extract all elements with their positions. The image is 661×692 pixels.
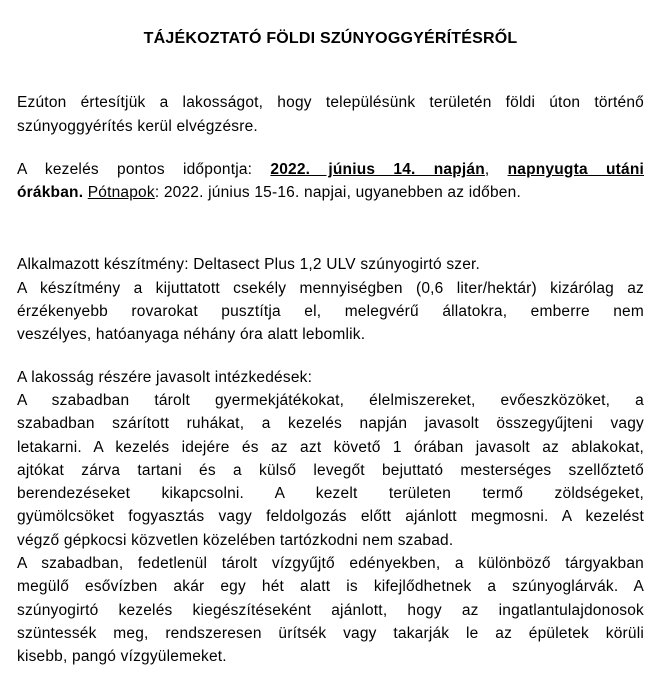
text-line: ajtókat zárva tartani és a külső levegőt bejuttató mesterséges szellőztető <box>17 461 644 479</box>
text-line: Ezúton értesítjük a lakosságot, hogy településünk területén földi úton történő <box>17 94 644 112</box>
treatment-date-emphasis: 2022. június 14. napján <box>270 160 485 178</box>
backup-days-label: Pótnapok <box>87 184 155 202</box>
text-line: szúnyoggyérítés kerül elvégzésre. <box>17 117 258 135</box>
measures-heading: A lakosság részére javasolt intézkedések: <box>17 368 313 386</box>
treatment-time-emphasis: napnyugta utáni <box>507 160 644 178</box>
product-name-line: Alkalmazott készítmény: Deltasect Plus 1,2 ULV szúnyogirtó szer. <box>17 256 481 274</box>
intro-paragraph <box>17 91 644 138</box>
text-line: A szabadban, fedetlenül tárolt vízgyűjtő edényekben, a különböző tárgyakban <box>17 555 644 573</box>
text-line: veszélyes, hatóanyaga néhány óra alatt lebomlik. <box>17 326 366 344</box>
schedule-prefix: A kezelés pontos időpontja: <box>17 160 271 178</box>
text-line: szabadban szárított ruhákat, a kezelés napján javasolt összegyűjteni vagy <box>17 415 644 433</box>
text-line: érzékenyebb rovarokat pusztítja el, melegvérű állatokra, emberre nem <box>17 303 644 321</box>
text-line: berendezéseket kikapcsolni. A kezelt területen termő zöldségeket, <box>17 485 644 503</box>
text-line: A szabadban tárolt gyermekjátékokat, élelmiszereket, evőeszközöket, a <box>17 391 644 409</box>
measures-paragraph-1 <box>17 389 644 552</box>
text-line: letakarni. A kezelés idejére és az azt követő 1 órában javasolt az ablakokat, <box>17 438 644 456</box>
text-line: kisebb, pangó vízgyülemeket. <box>17 648 227 666</box>
page-title: TÁJÉKOZTATÓ FÖLDI SZÚNYOGGYÉRÍTÉSRŐL <box>143 30 518 47</box>
text-line: A készítmény a kijuttatott csekély mennyiségben (0,6 liter/hektár) kizárólag az <box>17 279 644 297</box>
text-line: megülő esővízben akár egy hét alatt is kifejlődhetnek a szúnyoglárvák. A <box>17 578 644 596</box>
treatment-schedule-paragraph <box>17 158 644 205</box>
text-line <box>17 158 644 181</box>
text-line: szüntessék meg, rendszeresen ürítsék vagy takarják le az épületek körüli <box>17 624 644 642</box>
backup-days-text: : 2022. június 15-16. napjai, ugyanebben az időben. <box>154 184 521 202</box>
measures-paragraph-2 <box>17 552 644 668</box>
text-line <box>17 181 644 204</box>
text-line: végző gépkocsi közvetlen közelében tartózkodni nem szabad. <box>17 531 454 549</box>
text-line: gyümölcsöket fogyasztás vagy feldolgozás előtt ajánlott megmosni. A kezelést <box>17 508 644 526</box>
product-description-paragraph <box>17 277 644 347</box>
schedule-separator: , <box>484 160 508 178</box>
text-line: szúnyogirtó kezelés kiegészítéseként ajánlott, hogy az ingatlantulajdonosok <box>17 601 644 619</box>
treatment-time-emphasis-end: órákban. <box>17 184 88 202</box>
